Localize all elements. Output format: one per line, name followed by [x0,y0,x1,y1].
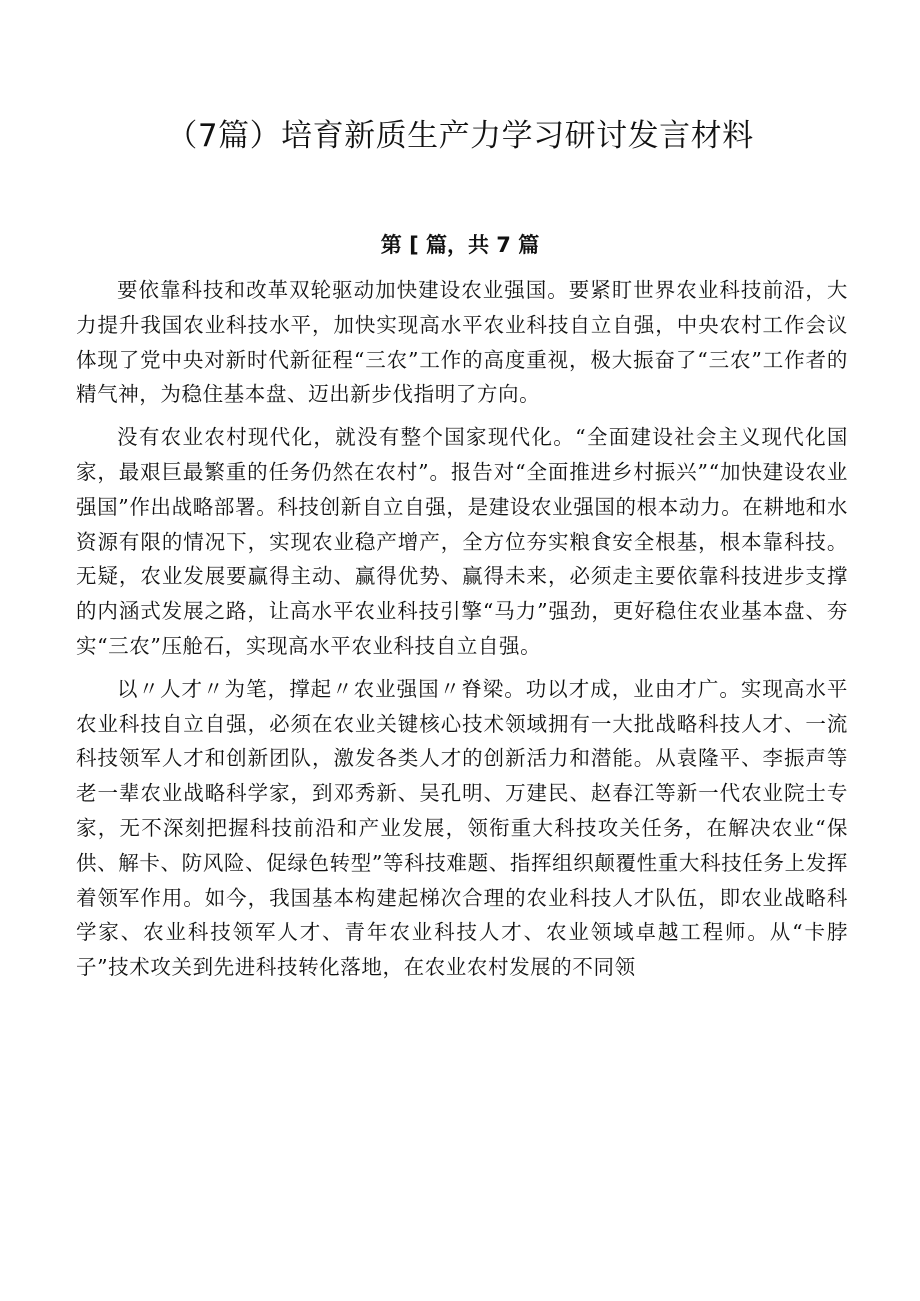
document-title: （7篇）培育新质生产力学习研讨发言材料 [166,118,754,154]
section-heading: 第 [ 篇，共 7 篇 [380,233,540,257]
paragraph: 要依靠科技和改革双轮驱动加快建设农业强国。要紧盯世界农业科技前沿，大力提升我国农业科技水平，加快实现高水平农业科技自立自强，中央农村工作会议体现了党中央对新时代新征程“三农”工作的高度重视，极大振奋了“三农”工作者的精气神，为稳住基本盘、迈出新步伐指明了方向。 [76,278,848,407]
document-body [76,273,848,993]
paragraph: 以〃人才〃为笔，撑起〃农业强国〃脊梁。功以才成，业由才广。实现高水平农业科技自立自强，必须在农业关键核心技术领域拥有一大批战略科技人才、一流科技领军人才和创新团队，激发各类人才的创新活力和潜能。从袁隆平、李振声等老一辈农业战略科学家，到邓秀新、吴孔明、万建民、赵春江等新一代农业院士专家，无不深刻把握科技前沿和产业发展，领衔重大科技攻关任务，在解决农业“保供、解卡、防风险、促绿色转型”等科技难题、指挥组织颠覆性重大科技任务上发挥着领军作用。如今，我国基本构建起梯次合理的农业科技人才队伍，即农业战略科学家、农业科技领军人才、青年农业科技人才、农业领域卓越工程师。从“卡脖子”技术攻关到先进科技转化落地，在农业农村发展的不同领 [76,676,848,980]
paragraph: 没有农业农村现代化，就没有整个国家现代化。“全面建设社会主义现代化国家，最艰巨最繁重的任务仍然在农村”。报告对“全面推进乡村振兴”“加快建设农业强国”作出战略部署。科技创新自立自强，是建设农业强国的根本动力。在耕地和水资源有限的情况下，实现农业稳产增产，全方位夯实粮食安全根基，根本靠科技。无疑，农业发展要赢得主动、赢得优势、赢得未来，必须走主要依靠科技进步支撑的内涵式发展之路，让高水平农业科技引擎“马力”强劲，更好稳住农业基本盘、夯实“三农”压舱石，实现高水平农业科技自立自强。 [76,425,848,658]
